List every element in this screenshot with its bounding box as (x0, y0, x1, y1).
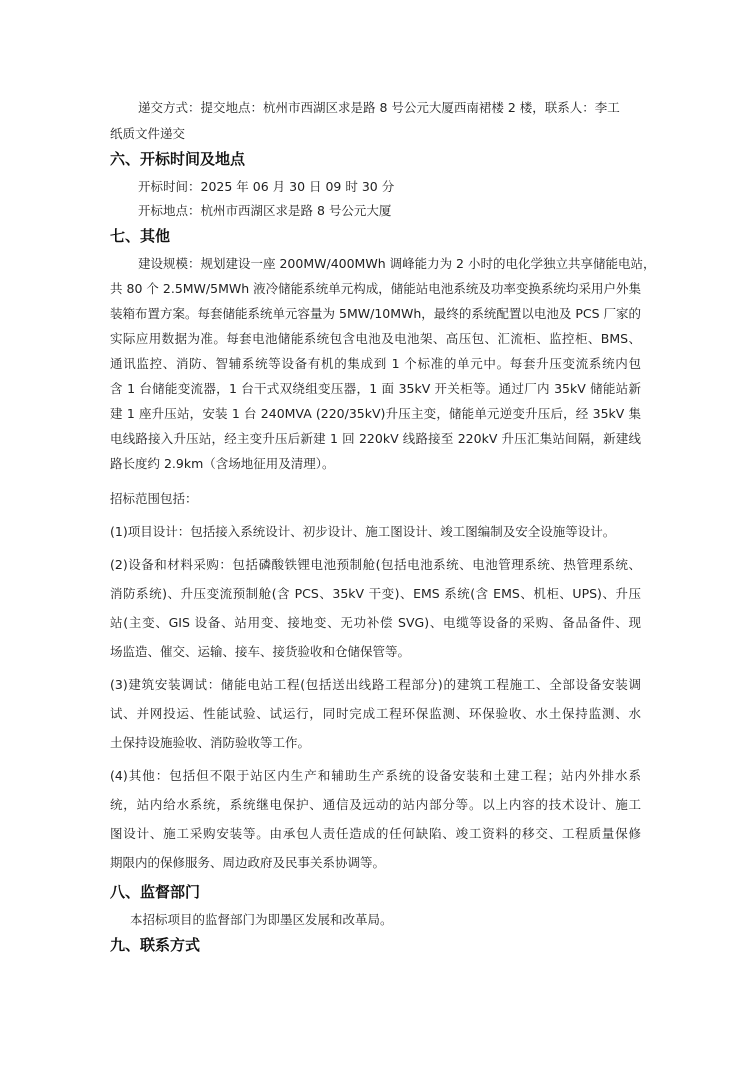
section-7-heading: 七、其他 (110, 227, 171, 245)
scope-item-1: (1)项目设计：包括接入系统设计、初步设计、施工图设计、竣工图编制及安全设施等设计。 (110, 524, 616, 539)
scale-line-6: 含 1 台储能变流器，1 台干式双绕组变压器，1 面 35kV 开关柜等。通过厂内 35kV 储能站新 (110, 381, 641, 396)
scale-line-2: 共 80 个 2.5MW/5MWh 液冷储能系统单元构成，储能站电池系统及功率变换系统均采用户外集 (110, 281, 641, 296)
section-9-heading: 九、联系方式 (110, 936, 201, 954)
scope-item-4-line-4: 期限内的保修服务、周边政府及民事关系协调等。 (110, 855, 386, 870)
scope-item-3-line-3: 土保持设施验收、消防验收等工作。 (110, 735, 311, 750)
scope-item-3-line-2: 试、并网投运、性能试验、试运行，同时完成工程环保监测、环保验收、水土保持监测、水 (110, 706, 641, 721)
submission-method-line: 递交方式：提交地点：杭州市西湖区求是路 8 号公元大厦西南裙楼 2 楼，联系人：李工 (138, 100, 620, 115)
scope-item-2-line-3: 站(主变、GIS 设备、站用变、接地变、无功补偿 SVG)、电缆等设备的采购、备品备件、现 (110, 615, 641, 630)
bid-opening-time: 开标时间：2025 年 06 月 30 日 09 时 30 分 (138, 179, 395, 194)
scope-item-4-line-2: 统，站内给水系统，系统继电保护、通信及远动的站内部分等。以上内容的技术设计、施工 (110, 797, 641, 812)
scale-line-5: 通讯监控、消防、智辅系统等设备有机的集成到 1 个标准的单元中。每套升压变流系统内包 (110, 356, 641, 371)
scale-line-7: 建 1 座升压站，安装 1 台 240MVA (220/35kV)升压主变，储能单元逆变升压后，经 35kV 集 (110, 406, 641, 421)
scope-item-4-line-1: (4)其他：包括但不限于站区内生产和辅助生产系统的设备安装和土建工程；站内外排水系 (110, 768, 641, 783)
scope-item-2-line-4: 场监造、催交、运输、接车、接货验收和仓储保管等。 (110, 644, 411, 659)
bid-opening-location: 开标地点：杭州市西湖区求是路 8 号公元大厦 (138, 203, 392, 218)
scale-line-1: 建设规模：规划建设一座 200MW/400MWh 调峰能力为 2 小时的电化学独立共享储能电站， (138, 256, 656, 271)
scale-line-8: 电线路接入升压站，经主变升压后新建 1 回 220kV 线路接至 220kV 升压汇集站间隔，新建线 (110, 431, 641, 446)
section-8-heading: 八、监督部门 (110, 883, 201, 901)
section-6-heading: 六、开标时间及地点 (110, 150, 246, 168)
scope-intro: 招标范围包括： (110, 491, 198, 506)
scale-line-9: 路长度约 2.9km（含场地征用及清理）。 (110, 456, 335, 471)
scope-item-2-line-1: (2)设备和材料采购：包括磷酸铁锂电池预制舱(包括电池系统、电池管理系统、热管理系统、 (110, 557, 641, 572)
scale-line-4: 实际应用数据为准。每套电池储能系统包含电池及电池架、高压包、汇流柜、监控柜、BMS、 (110, 331, 641, 346)
supervision-dept: 本招标项目的监督部门为即墨区发展和改革局。 (130, 912, 393, 927)
scope-item-2-line-2: 消防系统)、升压变流预制舱(含 PCS、35kV 干变)、EMS 系统(含 EMS、机柜、UPS)、升压 (110, 586, 641, 601)
scale-line-3: 装箱布置方案。每套储能系统单元容量为 5MW/10MWh，最终的系统配置以电池及 PCS 厂家的 (110, 306, 641, 321)
scope-item-3-line-1: (3)建筑安装调试：储能电站工程(包括送出线路工程部分)的建筑工程施工、全部设备安装调 (110, 677, 641, 692)
scope-item-4-line-3: 图设计、施工采购安装等。由承包人责任造成的任何缺陷、竣工资料的移交、工程质量保修 (110, 826, 641, 841)
submission-method-cont: 纸质文件递交 (110, 126, 186, 141)
